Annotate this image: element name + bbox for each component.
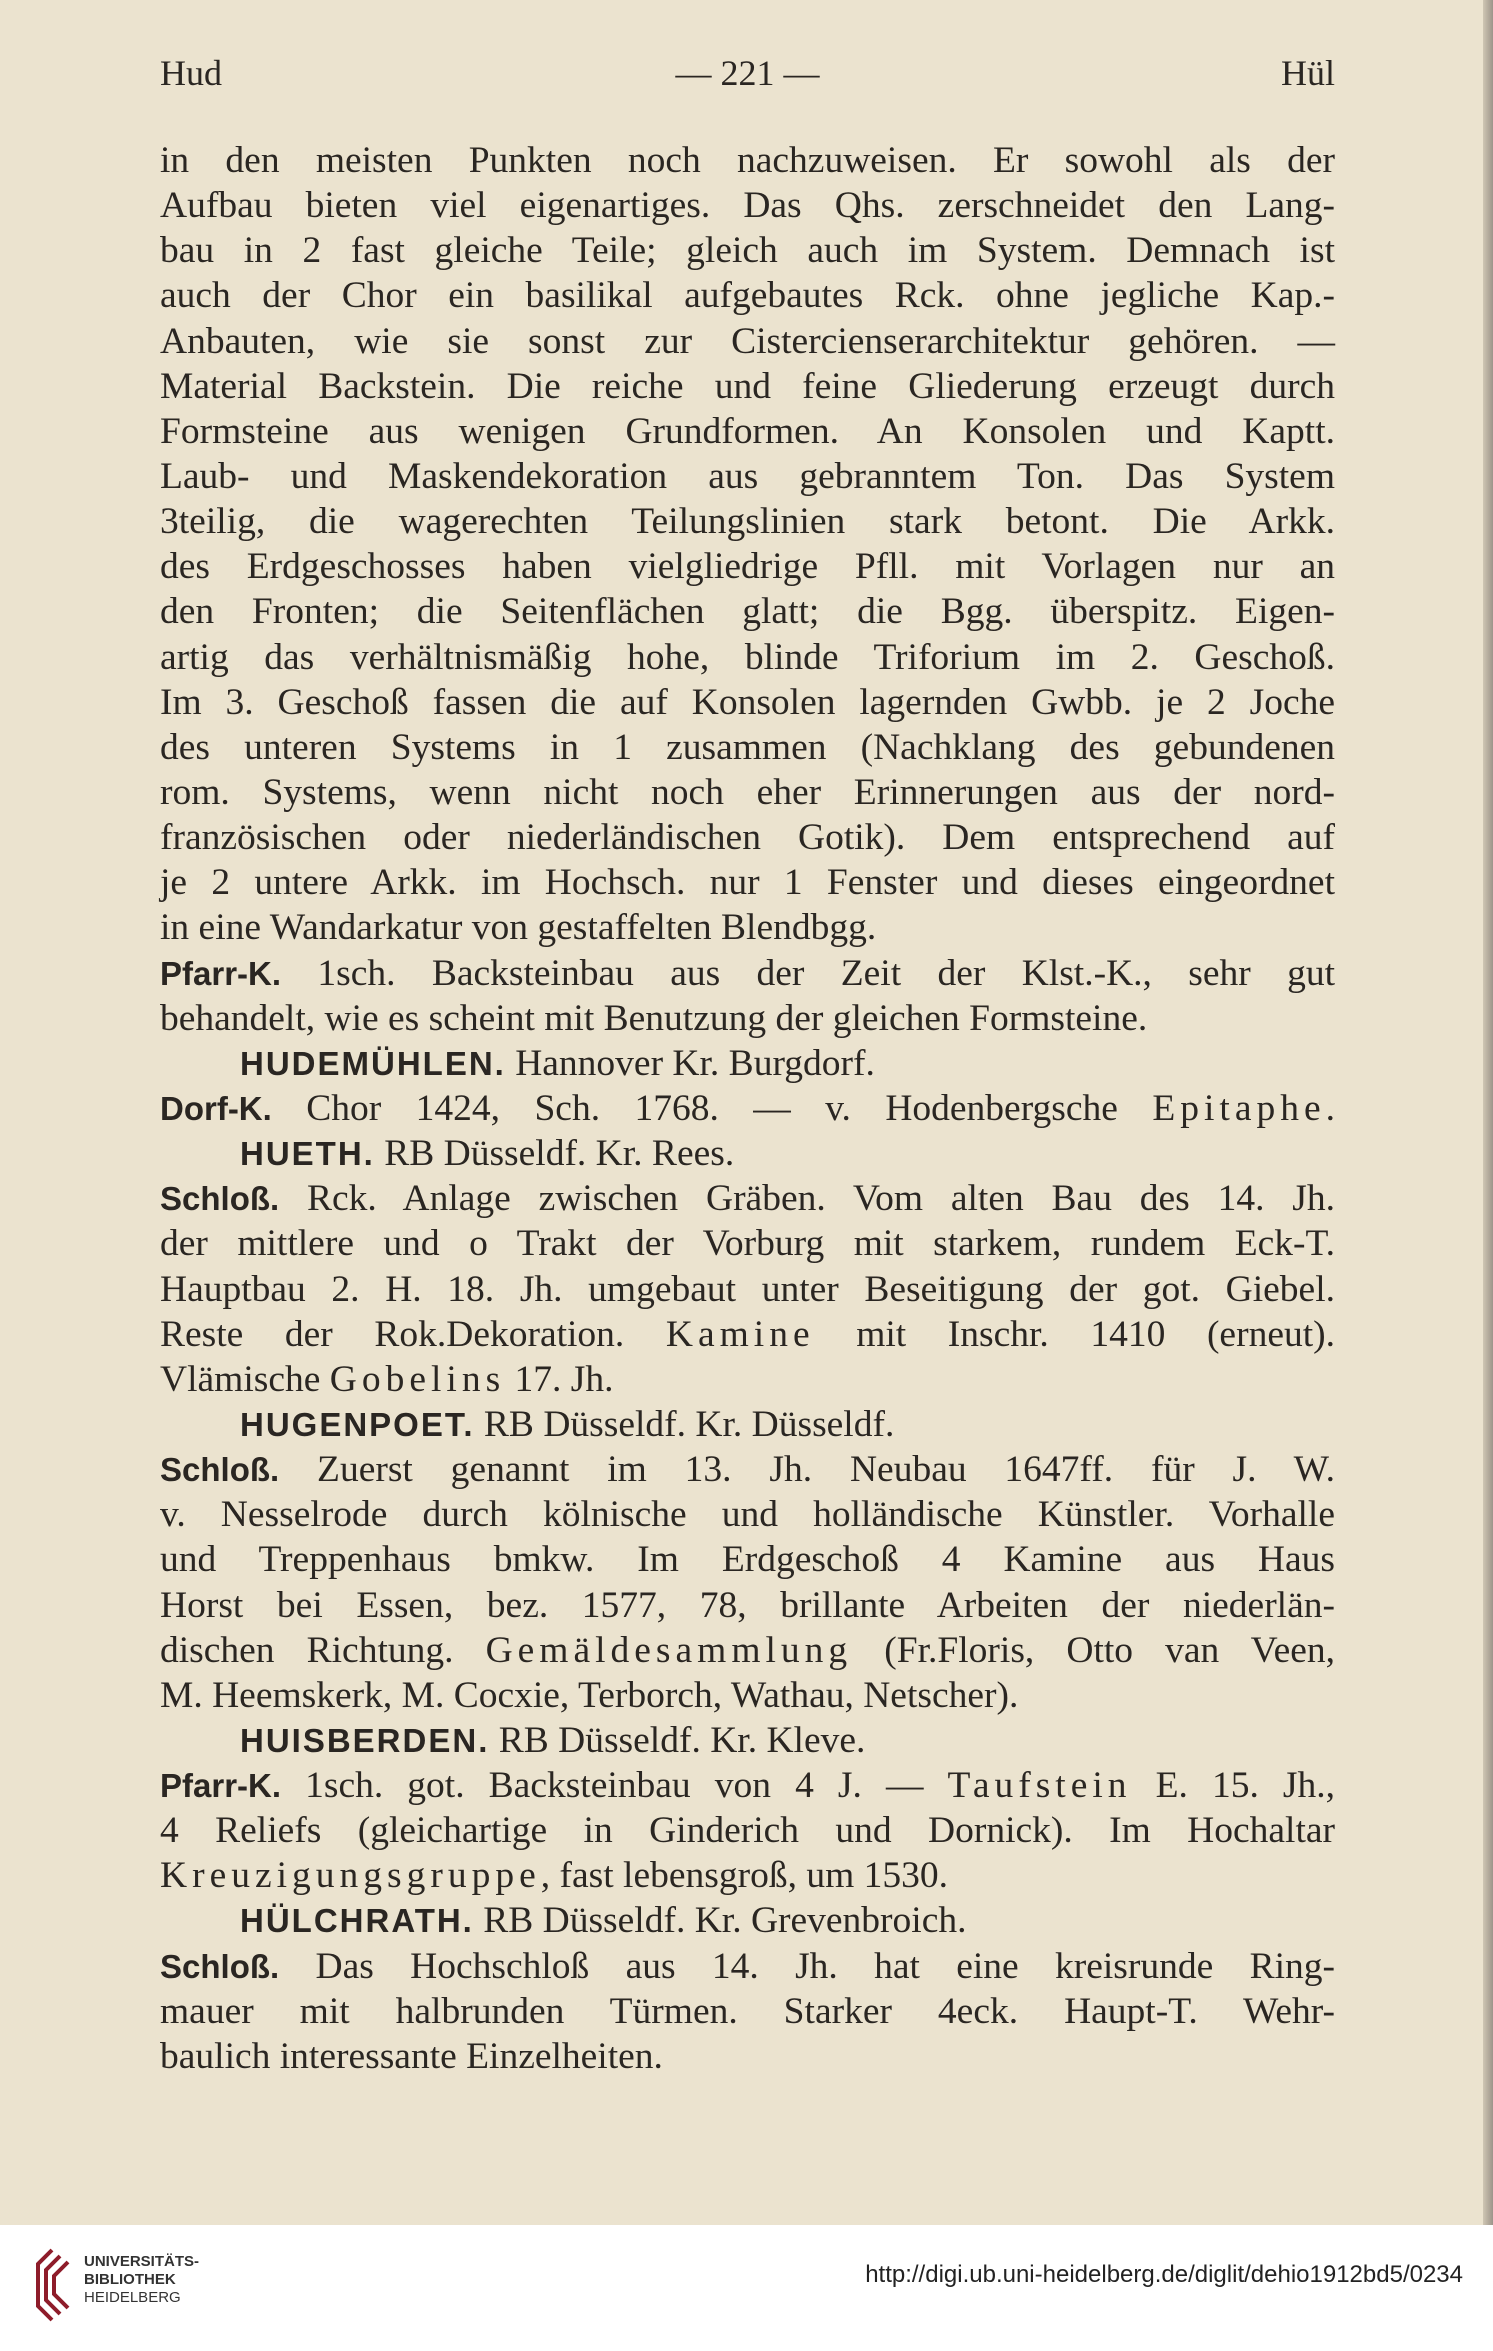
text-line: artig das verhältnismäßig hohe, blinde Triforium im 2. Geschoß.: [160, 636, 1335, 678]
source-url-link[interactable]: http://digi.ub.uni-heidelberg.de/diglit/dehio1912bd5/0234: [865, 2261, 1463, 2288]
entry-keyword: Dorf-K.: [160, 1089, 272, 1127]
text-line: der mittlere und o Trakt der Vorburg mit starkem, rundem Eck-T.: [160, 1223, 1335, 1265]
text-line: in eine Wandarkatur von gestaffelten Blendbgg.: [160, 907, 877, 949]
place-name: HUGENPOET.: [240, 1405, 475, 1443]
spaced-term: Kamine: [665, 1313, 815, 1355]
place-name: HUISBERDEN.: [240, 1721, 490, 1759]
entry-schloss: [160, 1944, 1335, 1989]
body-text: [160, 138, 1335, 2079]
text-line: und Treppenhaus bmkw. Im Erdgeschoß 4 Kamine aus Haus: [160, 1539, 1335, 1581]
text-segment: dischen Richtung.: [160, 1629, 486, 1671]
spaced-term: Kreuzigungsgruppe: [160, 1855, 541, 1897]
text-segment: mit Inschr. 1410 (erneut).: [814, 1313, 1335, 1355]
place-name: HUDEMÜHLEN.: [240, 1044, 506, 1082]
place-location: RB Düsseldf. Kr. Kleve.: [489, 1719, 866, 1761]
place-heading-hugenpoet: [160, 1402, 1335, 1447]
place-name: HÜLCHRATH.: [240, 1902, 474, 1940]
footer-bar: [0, 2225, 1493, 2351]
text-line: Hauptbau 2. H. 18. Jh. umgebaut unter Beseitigung der got. Giebel.: [160, 1268, 1335, 1310]
text-segment: Vlämische: [160, 1358, 330, 1400]
text-segment: 1sch. got. Backsteinbau von 4 J. —: [281, 1765, 948, 1807]
spaced-term: Epitaphe: [1152, 1087, 1326, 1129]
text-line: [160, 1628, 1335, 1673]
running-header: [160, 52, 1335, 102]
text-line: [160, 1853, 1335, 1898]
text-line: Aufbau bieten viel eigenartiges. Das Qhs. zerschneidet den Lang-: [160, 185, 1335, 227]
entry-pfarr-k: [160, 1763, 1335, 1808]
page-number: — 221 —: [675, 53, 820, 93]
text-line: 4 Reliefs (gleichartige in Ginderich und Dornick). Im Hochaltar: [160, 1810, 1335, 1852]
entry-schloss: [160, 1447, 1335, 1492]
entry-keyword: Pfarr-K.: [160, 954, 282, 992]
text-line: in den meisten Punkten noch nachzuweisen. Er sowohl als der: [160, 140, 1335, 181]
text-line: Formsteine aus wenigen Grundformen. An Konsolen und Kaptt.: [160, 410, 1335, 452]
text-line: [160, 1312, 1335, 1357]
entry-keyword: Schloß.: [160, 1451, 280, 1489]
entry-text: Chor 1424, Sch. 1768. — v. Hodenbergsche: [271, 1087, 1153, 1129]
text-segment: E. 15. Jh.,: [1131, 1765, 1336, 1807]
text-line: baulich interessante Einzelheiten.: [160, 2035, 663, 2077]
entry-schloss: [160, 1176, 1335, 1221]
text-line: auch der Chor ein basilikal aufgebautes Rck. ohne jegliche Kap.-: [160, 275, 1335, 317]
spaced-term: Gemäldesammlung: [485, 1629, 853, 1671]
entry-text-end: .: [1325, 1087, 1335, 1129]
place-heading-hudemuehlen: [160, 1041, 1335, 1086]
text-line: behandelt, wie es scheint mit Benutzung der gleichen Formsteine.: [160, 997, 1148, 1039]
entry-text: Zuerst genannt im 13. Jh. Neubau 1647ff. für J. W.: [279, 1449, 1335, 1491]
place-name: HUETH.: [240, 1135, 375, 1173]
text-line: Horst bei Essen, bez. 1577, 78, brillante Arbeiten der niederlän-: [160, 1584, 1335, 1626]
text-line: [160, 1357, 1335, 1402]
text-line: französischen oder niederländischen Gotik). Dem entsprechend auf: [160, 817, 1335, 859]
place-heading-hueth: [160, 1131, 1335, 1176]
place-location: RB Düsseldf. Kr. Düsseldf.: [474, 1403, 895, 1445]
entry-dorf-k: [160, 1086, 1335, 1131]
text-line: je 2 untere Arkk. im Hochsch. nur 1 Fenster und dieses eingeordnet: [160, 862, 1335, 904]
text-line: bau in 2 fast gleiche Teile; gleich auch im System. Demnach ist: [160, 230, 1335, 272]
university-library-logo-icon: [30, 2246, 72, 2324]
library-name: [84, 2253, 199, 2307]
library-name-line: HEIDELBERG: [84, 2289, 181, 2306]
text-segment: , fast lebensgroß, um 1530.: [540, 1855, 948, 1897]
entry-text: Das Hochschloß aus 14. Jh. hat eine kreisrunde Ring-: [279, 1945, 1335, 1987]
place-location: RB Düsseldf. Kr. Grevenbroich.: [473, 1900, 967, 1942]
text-segment: 17. Jh.: [505, 1358, 614, 1400]
entry-text: Rck. Anlage zwischen Gräben. Vom alten Bau des 14. Jh.: [279, 1178, 1335, 1220]
text-segment: (Fr.Floris, Otto van Veen,: [852, 1629, 1336, 1671]
text-line: v. Nesselrode durch kölnische und holländische Künstler. Vorhalle: [160, 1494, 1335, 1536]
entry-keyword: Schloß.: [160, 1180, 280, 1218]
place-heading-huisberden: [160, 1718, 1335, 1763]
entry-pfarr-k: [160, 951, 1335, 996]
text-line: 3teilig, die wagerechten Teilungslinien stark betont. Die Arkk.: [160, 501, 1335, 543]
text-line: den Fronten; die Seitenflächen glatt; die Bgg. überspitz. Eigen-: [160, 591, 1335, 633]
place-location: RB Düsseldf. Kr. Rees.: [374, 1133, 735, 1175]
text-line: Im 3. Geschoß fassen die auf Konsolen lagernden Gwbb. je 2 Joche: [160, 681, 1335, 723]
spaced-term: Taufstein: [947, 1765, 1132, 1807]
text-line: mauer mit halbrunden Türmen. Starker 4eck. Haupt-T. Wehr-: [160, 1990, 1335, 2032]
text-line: Laub- und Maskendekoration aus gebranntem Ton. Das System: [160, 455, 1335, 497]
text-line: des Erdgeschosses haben vielgliedrige Pfll. mit Vorlagen nur an: [160, 546, 1335, 588]
text-line: M. Heemskerk, M. Cocxie, Terborch, Wathau, Netscher).: [160, 1674, 1019, 1716]
entry-text: 1sch. Backsteinbau aus der Zeit der Klst.-K., sehr gut: [281, 952, 1335, 994]
entry-keyword: Pfarr-K.: [160, 1767, 282, 1805]
header-right-keyword: Hül: [1281, 53, 1335, 93]
place-heading-huelchrath: [160, 1898, 1335, 1943]
text-line: Anbauten, wie sie sonst zur Cistercienserarchitektur gehören. —: [160, 320, 1335, 362]
library-name-line: UNIVERSITÄTS-: [84, 2253, 200, 2270]
place-location: Hannover Kr. Burgdorf.: [505, 1042, 875, 1084]
entry-keyword: Schloß.: [160, 1947, 280, 1985]
text-line: Material Backstein. Die reiche und feine Gliederung erzeugt durch: [160, 365, 1335, 407]
spaced-term: Gobelins: [329, 1358, 506, 1400]
text-line: rom. Systems, wenn nicht noch eher Erinnerungen aus der nord-: [160, 771, 1335, 813]
text-line: des unteren Systems in 1 zusammen (Nachklang des gebundenen: [160, 726, 1335, 768]
library-name-line: BIBLIOTHEK: [84, 2271, 176, 2288]
header-left-keyword: Hud: [160, 53, 222, 93]
text-segment: Reste der Rok.Dekoration.: [160, 1313, 666, 1355]
